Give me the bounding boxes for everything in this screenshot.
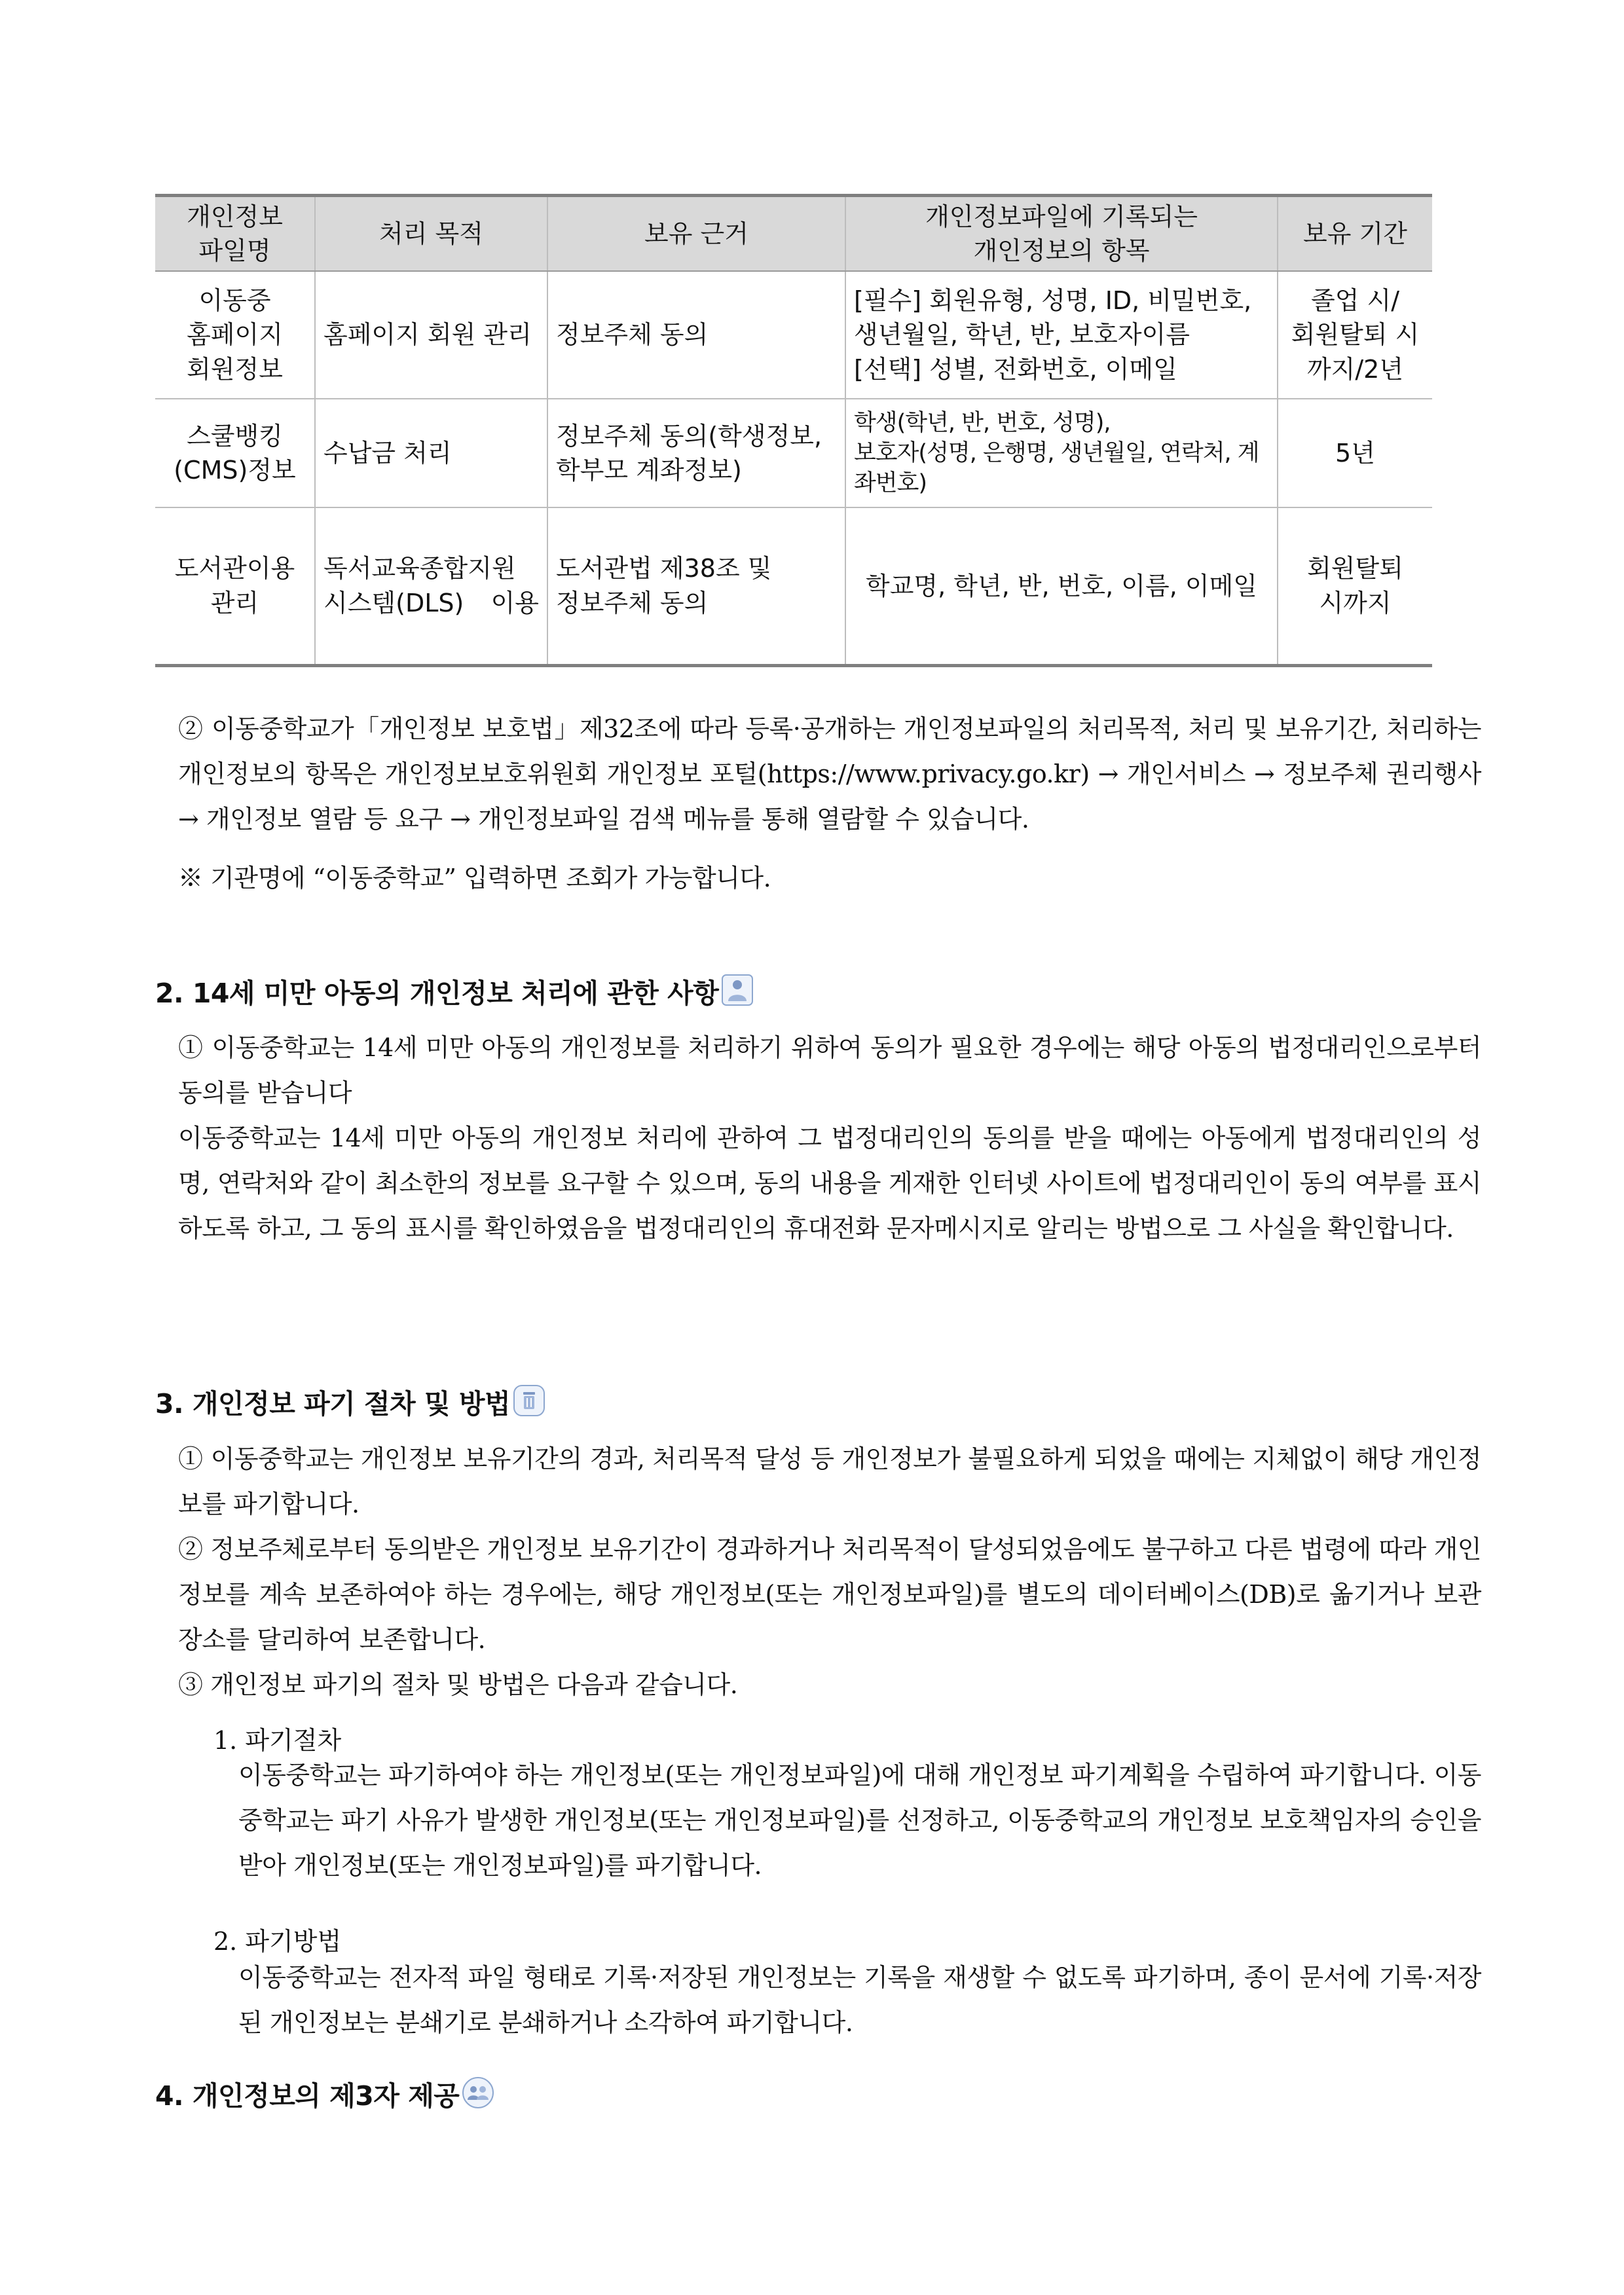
cell-basis: 도서관법 제38조 및 정보주체 동의 [547,507,845,665]
table-row [155,271,1432,399]
destruction-method-text: 이동중학교는 전자적 파일 형태로 기록·저장된 개인정보는 기록을 재생할 수 없도록 파기하며, 종이 문서에 기록·저장된 개인정보는 분쇄기로 분쇄하거나 소각하여 파기합니다. [238,1963,1481,2037]
cell-purpose-line1: 독서교육종합지원 [323,554,516,583]
section3-heading [155,1382,545,1423]
section2-paragraph-1: ① 이동중학교는 14세 미만 아동의 개인정보를 처리하기 위하여 동의가 필요한 경우에는 해당 아동의 법정대리인으로부터 동의를 받습니다 [178,1033,1481,1107]
cell-purpose: 홈페이지 회원 관리 [315,271,547,399]
section4-heading-text: 4. 개인정보의 제3자 제공 [155,2080,460,2112]
header-file-name: 개인정보 파일명 [155,196,315,272]
cell-items: 학교명, 학년, 반, 번호, 이름, 이메일 [845,507,1278,665]
child-person-icon [721,974,754,1013]
header-basis: 보유 근거 [547,196,845,272]
cell-period: 졸업 시/ 회원탈퇴 시 까지/2년 [1278,271,1432,399]
destruction-procedure-text: 이동중학교는 파기하여야 하는 개인정보(또는 개인정보파일)에 대해 개인정보 파기계획을 수립하여 파기합니다. 이동중학교는 파기 사유가 발생한 개인정보(또는 개인정보파일)를 선정하고, 이동중학교의 개인정보 보호책임자의 승인을 받아 개인정보(또는 개인정보파일)를 파기합니다. [238,1761,1481,1880]
people-share-icon [462,2076,494,2116]
cell-items: 학생(학년, 반, 번호, 성명), 보호자(성명, 은행명, 생년월일, 연락처, 계 좌번호) [845,399,1278,507]
table-row [155,507,1432,665]
table-header-row [155,196,1432,272]
section3-paragraph-2: ② 정보주체로부터 동의받은 개인정보 보유기간이 경과하거나 처리목적이 달성되었음에도 불구하고 다른 법령에 따라 개인정보를 계속 보존하여야 하는 경우에는, 해당 개인정보(또는 개인정보파일)를 별도의 데이터베이스(DB)로 옮기거나 보관장소를 달리하여 보존합니다. [178,1535,1481,1654]
personal-info-file-table [155,194,1432,667]
table-row [155,399,1432,507]
header-purpose: 처리 목적 [315,196,547,272]
cell-period: 5년 [1278,399,1432,507]
destruction-method-label: 2. 파기방법 [213,1927,342,1956]
cell-purpose: 수납금 처리 [315,399,547,507]
section2-paragraph-2: 이동중학교는 14세 미만 아동의 개인정보 처리에 관하여 그 법정대리인의 동의를 받을 때에는 아동에게 법정대리인의 성명, 연락처와 같이 최소한의 정보를 요구할 수 있으며, 동의 내용을 게재한 인터넷 사이트에 법정대리인이 동의 여부를 표시하도록 하고, 그 동의 표시를 확인하였음을 법정대리인의 휴대전화 문자메시지로 알리는 방법으로 그 사실을 확인합니다. [178,1124,1481,1243]
section2-heading [155,972,754,1013]
section3-heading-text: 3. 개인정보 파기 절차 및 방법 [155,1388,511,1420]
header-items: 개인정보파일에 기록되는 개인정보의 항목 [845,196,1278,272]
cell-purpose [315,507,547,665]
destruction-procedure-label: 1. 파기절차 [213,1726,342,1755]
section3-paragraph-3: ③ 개인정보 파기의 절차 및 방법은 다음과 같습니다. [178,1670,738,1699]
cell-purpose-line2: 시스템(DLS) 이용 [323,588,539,617]
cell-file-name: 도서관이용 관리 [155,507,315,665]
cell-basis: 정보주체 동의 [547,271,845,399]
cell-period: 회원탈퇴 시까지 [1278,507,1432,665]
trash-bin-icon [513,1384,545,1423]
cell-basis: 정보주체 동의(학생정보, 학부모 계좌정보) [547,399,845,507]
cell-items: [필수] 회원유형, 성명, ID, 비밀번호, 생년월일, 학년, 반, 보호자이름 [선택] 성별, 전화번호, 이메일 [845,271,1278,399]
cell-file-name: 스쿨뱅킹 (CMS)정보 [155,399,315,507]
cell-file-name: 이동중 홈페이지 회원정보 [155,271,315,399]
header-period: 보유 기간 [1278,196,1432,272]
section3-paragraph-1: ① 이동중학교는 개인정보 보유기간의 경과, 처리목적 달성 등 개인정보가 불필요하게 되었을 때에는 지체없이 해당 개인정보를 파기합니다. [178,1444,1481,1518]
section2-heading-text: 2. 14세 미만 아동의 개인정보 처리에 관한 사항 [155,978,719,1009]
section1-paragraph-2: ② 이동중학교가「개인정보 보호법」제32조에 따라 등록·공개하는 개인정보파일의 처리목적, 처리 및 보유기간, 처리하는 개인정보의 항목은 개인정보보호위원회 개인정보 포털(https://www.privacy.go.kr) → 개인서비스 → 정보주체 권리행사 → 개인정보 열람 등 요구 → 개인정보파일 검색 메뉴를 통해 열람할 수 있습니다. [178,714,1481,834]
section4-heading [155,2074,494,2116]
section1-note: ※ 기관명에 “이동중학교” 입력하면 조회가 가능합니다. [178,864,771,892]
